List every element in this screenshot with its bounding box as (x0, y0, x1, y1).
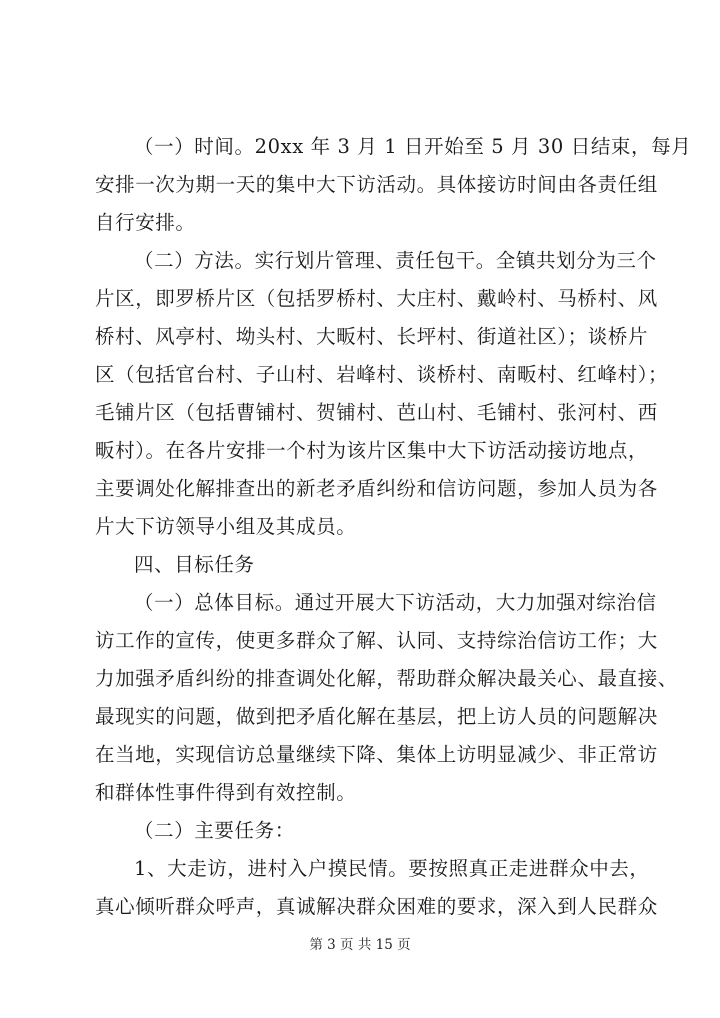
section-heading: 四、目标任务 (134, 553, 255, 576)
text-line: 片区，即罗桥片区（包括罗桥村、大庄村、戴岭村、马桥村、风 (95, 287, 658, 310)
text-line: 畈村）。在各片安排一个村为该片区集中大下访活动接访地点， (95, 439, 649, 462)
text-line: 和群体性事件得到有效控制。 (95, 781, 357, 804)
text-line: 最现实的问题，做到把矛盾化解在基层，把上访人员的问题解决 (95, 705, 658, 728)
page-number: 第 3 页 共 15 页 (309, 937, 411, 953)
text-line: 主要调处化解排查出的新老矛盾纠纷和信访问题，参加人员为各 (95, 477, 658, 500)
text-line: 力加强矛盾纠纷的排查调处化解，帮助群众解决最关心、最直接、 (95, 667, 678, 690)
text-line: 在当地，实现信访总量继续下降、集体上访明显减少、非正常访 (95, 743, 658, 766)
text-line: （二）方法。实行划片管理、责任包干。全镇共划分为三个 (134, 249, 657, 272)
text-line: （一）时间。20xx 年 3 月 1 日开始至 5 月 30 日结束，每月 (134, 135, 692, 158)
text-line: 桥村、风亭村、坳头村、大畈村、长坪村、街道社区）；谈桥片 (95, 325, 649, 348)
text-line: 安排一次为期一天的集中大下访活动。具体接访时间由各责任组 (95, 173, 658, 196)
text-line: 区（包括官台村、子山村、岩峰村、谈桥村、南畈村、红峰村）； (95, 363, 669, 386)
text-line: （一）总体目标。通过开展大下访活动，大力加强对综治信 (134, 591, 657, 614)
text-line: 自行安排。 (95, 211, 196, 234)
text-line: 访工作的宣传，使更多群众了解、认同、支持综治信访工作；大 (95, 629, 658, 652)
text-line: 真心倾听群众呼声，真诚解决群众困难的要求，深入到人民群众 (95, 895, 658, 918)
text-line: 1、大走访，进村入户摸民情。要按照真正走进群众中去， (134, 857, 650, 880)
subsection-heading: （二）主要任务： (134, 819, 295, 842)
text-line: 片大下访领导小组及其成员。 (95, 515, 357, 538)
text-line: 毛铺片区（包括曹铺村、贺铺村、芭山村、毛铺村、张河村、西 (95, 401, 658, 424)
